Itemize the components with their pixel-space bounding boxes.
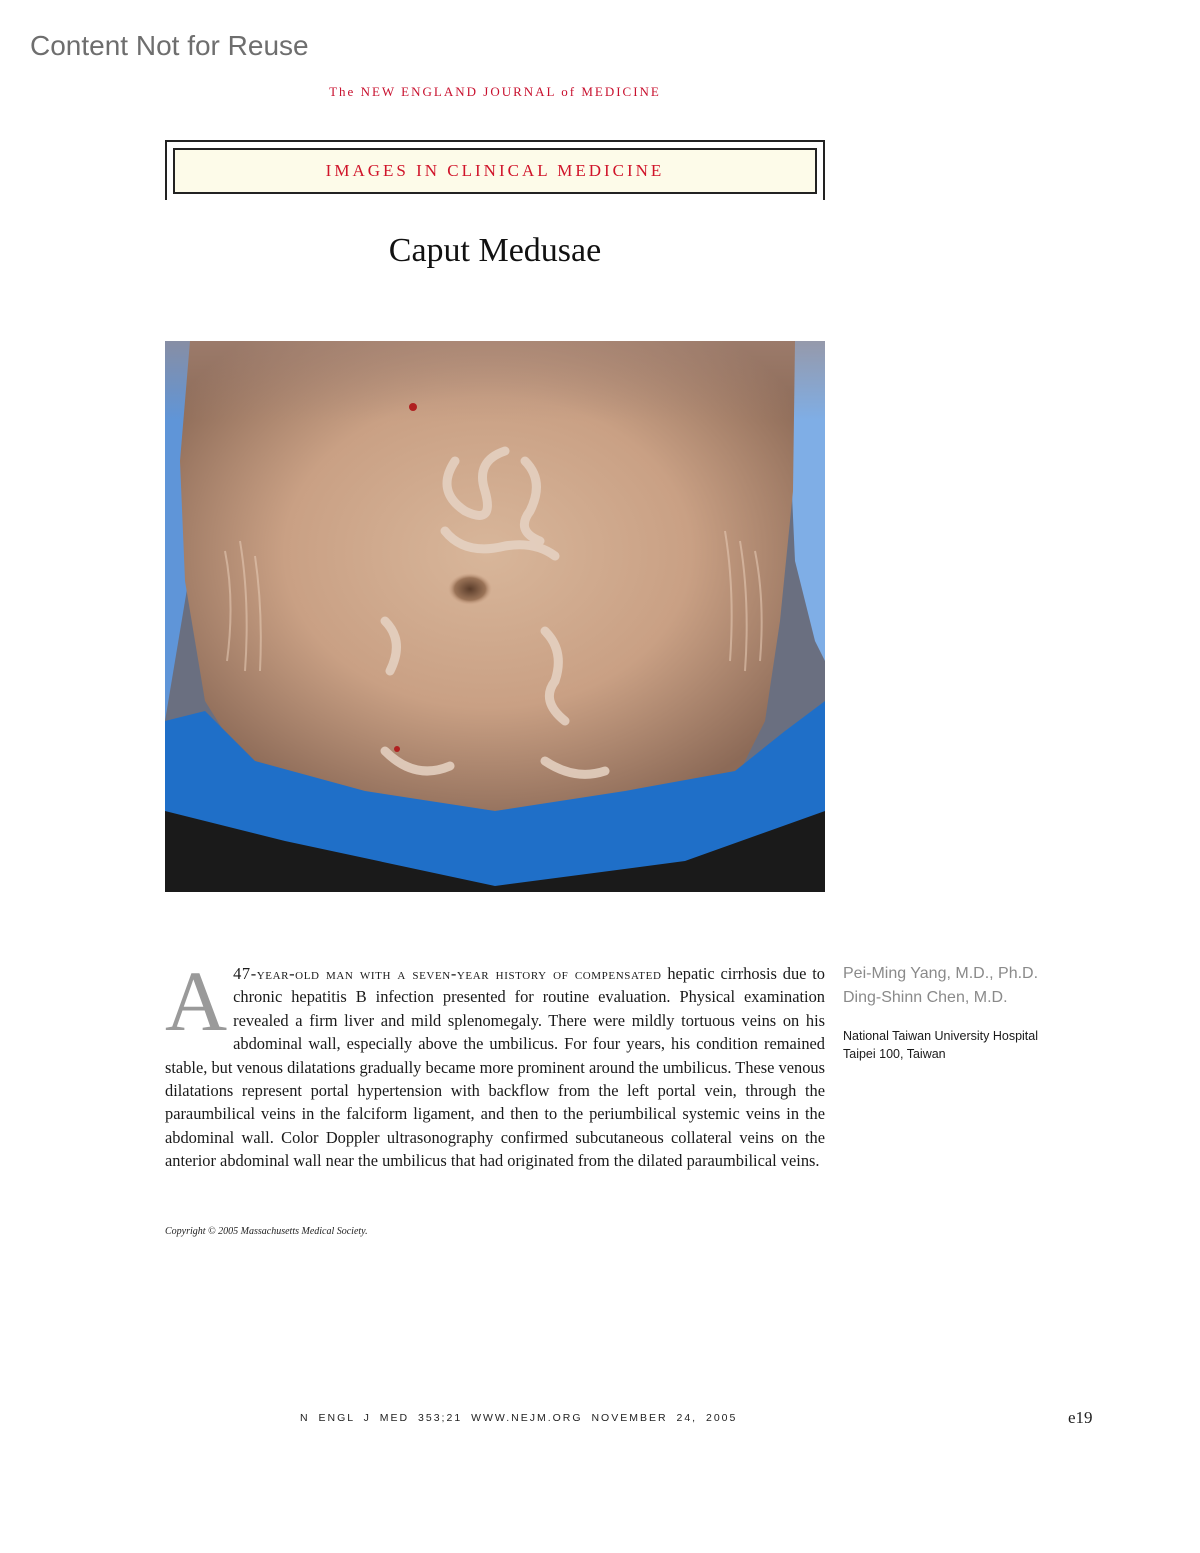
- section-header-frame: [165, 140, 825, 200]
- affiliation-line-1: National Taiwan University Hospital: [843, 1029, 1038, 1043]
- article-title: Caput Medusae: [388, 232, 602, 269]
- lead-in: 47-year-old man with a seven-year history of compensated: [233, 964, 662, 983]
- body-text: hepatic cirrhosis due to chronic hepatitis B infection presented for routine evaluation. Physical examination revealed a firm liver and mild splenomegaly. There were mildly tortuous veins on his abdominal wall, especially above the umbilicus. For four years, his condition remained stable, but venous dilatations gradually became more prominent around the umbilicus. These venous dilatations represent portal hypertension with backflow from the left portal vein, through the paraumbilical veins in the falciform ligament, and then to the periumbilical systemic veins in the abdominal wall. Color Doppler ultrasonography confirmed subcutaneous collateral veins on the anterior abdominal wall near the umbilicus that had originated from the dilated paraumbilical veins.: [165, 964, 825, 1171]
- drop-cap: A: [165, 953, 228, 1049]
- page-number: e19: [1068, 1408, 1093, 1427]
- affiliation: [843, 1027, 1103, 1063]
- author-2: Ding-Shinn Chen, M.D.: [843, 989, 1008, 1006]
- article-body: [165, 953, 825, 1173]
- watermark: Content Not for Reuse: [30, 30, 309, 61]
- clinical-photo: [165, 341, 825, 892]
- affiliation-line-2: Taipei 100, Taiwan: [843, 1047, 946, 1061]
- author-1: Pei-Ming Yang, M.D., Ph.D.: [843, 965, 1039, 982]
- journal-masthead: The NEW ENGLAND JOURNAL of MEDICINE: [329, 84, 661, 99]
- section-header: IMAGES IN CLINICAL MEDICINE: [173, 148, 817, 194]
- authors: [843, 962, 1103, 1010]
- page-footer: N ENGL J MED 353;21 WWW.NEJM.ORG NOVEMBER 24, 2005: [300, 1412, 738, 1424]
- abdomen-photo-icon: [165, 341, 825, 892]
- copyright: Copyright © 2005 Massachusetts Medical Society.: [165, 1226, 368, 1237]
